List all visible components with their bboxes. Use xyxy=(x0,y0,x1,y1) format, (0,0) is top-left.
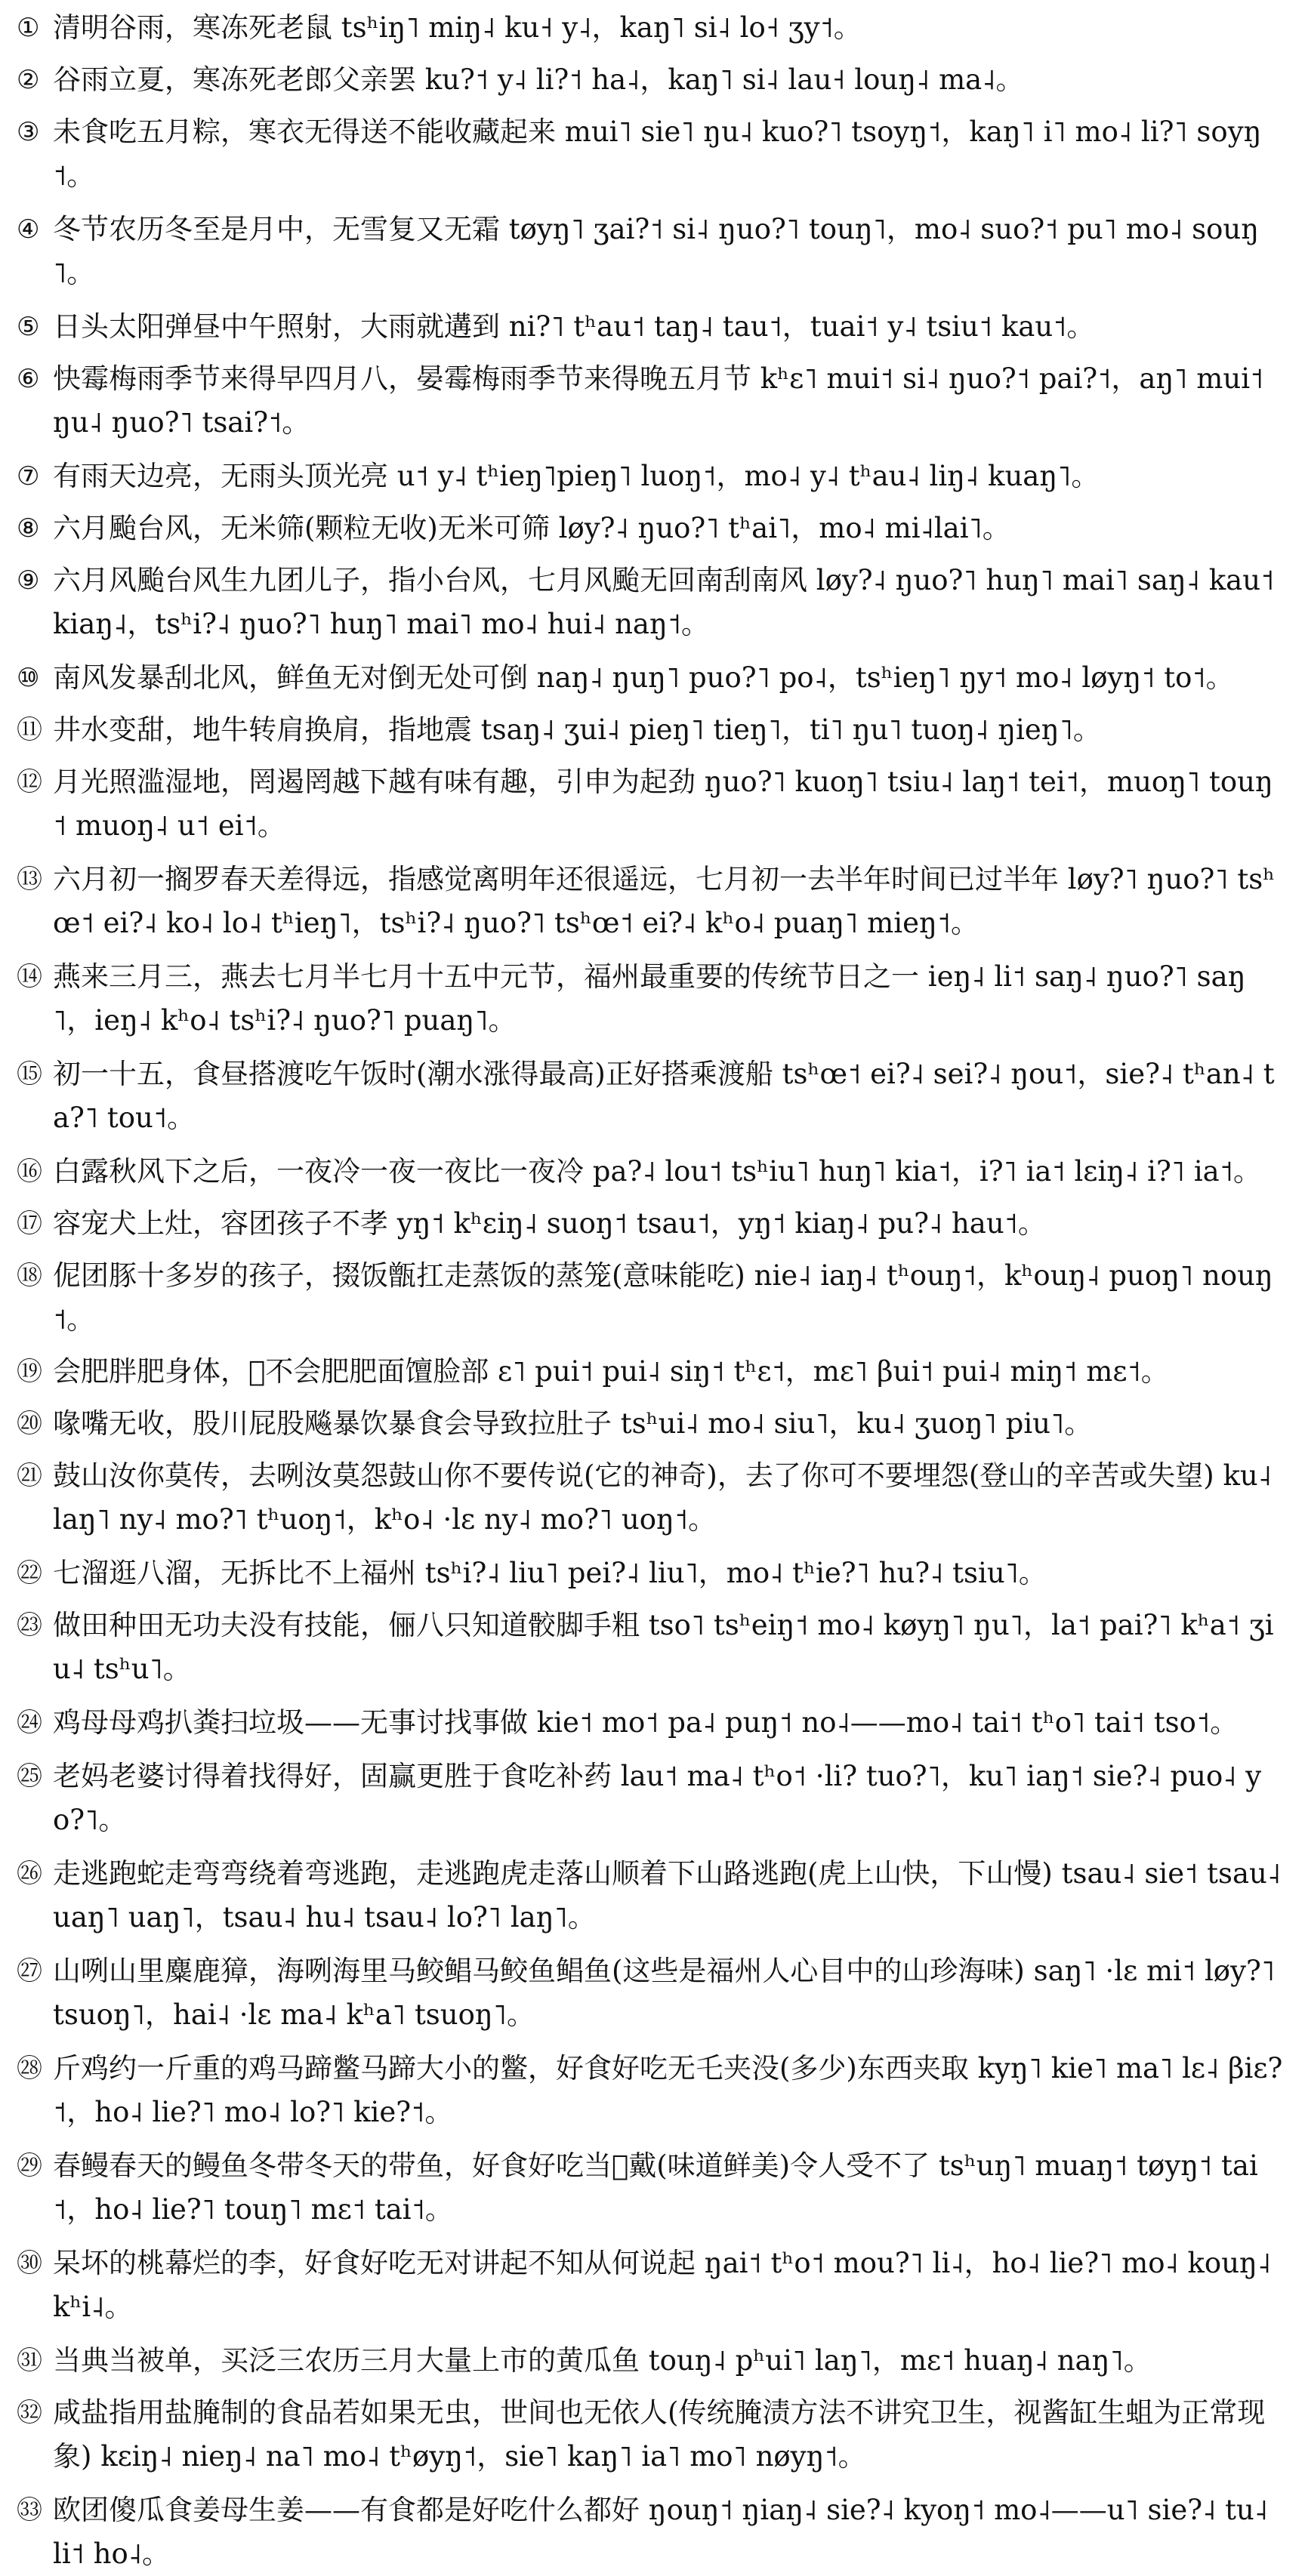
entry-text: 燕来三月三，燕去七月半七月十五中元节，福州最重要的传统节日之一 ieŋ˨ li˦ saŋ˨ ŋuo?˥ saŋ˥，ieŋ˨ kʰo˨ tsʰi?˨ ŋuo?˥ puaŋ˥。 xyxy=(53,960,1246,1037)
entry-text: 伲团豚十多岁的孩子，掇饭甑扛走蒸饭的蒸笼(意味能吃) nie˨ iaŋ˨ tʰouŋ˦，kʰouŋ˨ puoŋ˥ nouŋ˦。 xyxy=(53,1259,1273,1336)
entry-text: 未食吃五月粽，寒衣无得送不能收藏起来 mui˥ sie˥ ŋu˨ kuo?˥ tsoyŋ˦，kaŋ˥ i˥ mo˨ li?˥ soyŋ˦。 xyxy=(53,116,1262,192)
proverb-entry-11 xyxy=(17,708,1285,752)
proverb-entry-33 xyxy=(17,2488,1285,2576)
entry-text: 初一十五，食昼搭渡吃午饭时(潮水涨得最高)正好搭乘渡船 tsʰœ˦ ei?˨ sei?˨ ŋou˦，sie?˨ tʰan˨ ta?˥ tou˦。 xyxy=(53,1058,1275,1134)
entry-number: ⑯ xyxy=(17,1157,42,1187)
entry-number: ㉘ xyxy=(17,2054,42,2084)
entry-text: 冬节农历冬至是月中，无雪复又无霜 tøyŋ˥ ʒai?˦ si˨ ŋuo?˥ touŋ˥，mo˨ suo?˦ pu˥ mo˨ souŋ˥。 xyxy=(53,213,1260,289)
proverb-entry-23 xyxy=(17,1604,1285,1691)
entry-text: 快霉梅雨季节来得早四月八，晏霉梅雨季节来得晚五月节 kʰɛ˥ mui˦ si˨ ŋuo?˦ pai?˦，aŋ˥ mui˦ ŋu˨ ŋuo?˥ tsai?˦。 xyxy=(53,362,1264,439)
entry-text: 走逃跑蛇走弯弯绕着弯逃跑，走逃跑虎走落山顺着下山路逃跑(虎上山快，下山慢) tsau˨ sie˦ tsau˨ uaŋ˥ uaŋ˥，tsau˨ hu˨ tsau˨ lo?˥ laŋ˥。 xyxy=(53,1857,1282,1934)
proverb-entry-3 xyxy=(17,110,1285,198)
entry-text: 六月风颱台风生九团儿子，指小台风，七月风颱无回南刮南风 løy?˨ ŋuo?˥ huŋ˥ mai˥ saŋ˨ kau˦ kiaŋ˨，tsʰi?˨ ŋuo?˥ huŋ˥ mai˥ mo˨ hui˨ naŋ˦。 xyxy=(53,564,1275,640)
proverb-entry-18 xyxy=(17,1254,1285,1342)
proverb-entry-6 xyxy=(17,357,1285,445)
entry-text: 谷雨立夏，寒冻死老郎父亲罢 ku?˦ y˨ li?˦ ha˨，kaŋ˥ si˨ lau˧ louŋ˨ ma˨。 xyxy=(53,63,1024,96)
entry-number: ㉚ xyxy=(17,2248,42,2279)
entry-number: ⑫ xyxy=(17,767,42,797)
entry-text: 南风发暴刮北风，鲜鱼无对倒无处可倒 naŋ˨ ŋuŋ˥ puo?˥ po˨，tsʰieŋ˥ ŋy˦ mo˨ løyŋ˦ to˦。 xyxy=(53,661,1234,694)
entry-number: ㉙ xyxy=(17,2151,42,2181)
entry-number: ⑩ xyxy=(17,663,40,693)
entry-number: ⑲ xyxy=(17,1357,42,1387)
entry-text: 老妈老婆讨得着找得好，固赢更胜于食吃补药 lau˦ ma˨ tʰo˦ ·li? tuo?˥，ku˥ iaŋ˦ sie?˨ puo˨ yo?˥。 xyxy=(53,1760,1262,1836)
proverb-entry-13 xyxy=(17,858,1285,945)
entry-text: 当典当被单，买泛三农历三月大量上市的黄瓜鱼 touŋ˨ pʰui˥ laŋ˥，mɛ˦ huaŋ˨ naŋ˥。 xyxy=(53,2344,1152,2377)
entry-text: 井水变甜，地牛转肩换肩，指地震 tsaŋ˨ ʒui˨ pieŋ˥ tieŋ˥，ti˥ ŋu˥ tuoŋ˨ ŋieŋ˥。 xyxy=(53,713,1101,746)
entry-number: ㉛ xyxy=(17,2346,42,2376)
entry-text: 六月初一搁罗春天差得远，指感觉离明年还很遥远，七月初一去半年时间已过半年 løy?˥ ŋuo?˥ tsʰœ˦ ei?˨ ko˨ lo˨ tʰieŋ˥，tsʰi?˨ ŋuo?˥ tsʰœ˦ ei?˨ kʰo˨ puaŋ˥ mieŋ˦。 xyxy=(53,863,1276,939)
entry-text: 容宠犬上灶，容团孩子不孝 yŋ˦ kʰɛiŋ˨ suoŋ˦ tsau˦，yŋ˦ kiaŋ˨ pu?˨ hau˦。 xyxy=(53,1207,1046,1240)
entry-number: ㉝ xyxy=(17,2495,42,2525)
proverb-entry-21 xyxy=(17,1454,1285,1542)
proverb-entry-27 xyxy=(17,1949,1285,2037)
entry-text: 斤鸡约一斤重的鸡马蹄鳖马蹄大小的鳖，好食好吃无乇夹没(多少)东西夹取 kyŋ˥ kie˥ ma˥ lɛ˨ βiɛ?˦，ho˨ lie?˥ mo˨ lo?˥ kie?˦。 xyxy=(53,2052,1283,2128)
proverb-entry-22 xyxy=(17,1551,1285,1595)
proverb-entry-29 xyxy=(17,2144,1285,2232)
entry-number: ⑮ xyxy=(17,1059,42,1089)
entry-number: ㉖ xyxy=(17,1859,42,1889)
entry-text: 六月颱台风，无米筛(颗粒无收)无米可筛 løy?˨ ŋuo?˥ tʰai˥，mo˨ mi˨lai˥。 xyxy=(53,512,1010,544)
entry-text: 鼓山汝你莫传，去咧汝莫怨鼓山你不要传说(它的神奇)，去了你可不要埋怨(登山的辛苦或失望) ku˨ laŋ˥ ny˨ mo?˥ tʰuoŋ˦，kʰo˨ ·lɛ ny˨ mo?˥ uoŋ˦。 xyxy=(53,1459,1272,1536)
entry-text: 做田种田无功夫没有技能，俪八只知道骹脚手粗 tso˥ tsʰeiŋ˦ mo˨ køyŋ˥ ŋu˥，la˦ pai?˥ kʰa˦ ʒiu˨ tsʰu˥。 xyxy=(53,1609,1274,1685)
proverb-entry-2 xyxy=(17,58,1285,102)
entry-text: 呆坏的桃幕烂的李，好食好吃无对讲起不知从何说起 ŋai˦ tʰo˦ mou?˥ li˨，ho˨ lie?˥ mo˨ kouŋ˨ kʰi˨。 xyxy=(53,2247,1272,2323)
proverb-entry-5 xyxy=(17,305,1285,349)
entry-number: ㉓ xyxy=(17,1610,42,1641)
proverb-entry-15 xyxy=(17,1052,1285,1140)
proverb-entry-1 xyxy=(17,6,1285,50)
entry-number: ㉜ xyxy=(17,2398,42,2428)
entry-text: 有雨天边亮，无雨头顶光亮 u˦ y˨ tʰieŋ˥pieŋ˥ luoŋ˦，mo˨ y˨ tʰau˨ liŋ˨ kuaŋ˥。 xyxy=(53,460,1100,492)
entry-number: ㉗ xyxy=(17,1956,42,1986)
entry-number: ⑰ xyxy=(17,1209,42,1239)
proverb-entry-10 xyxy=(17,656,1285,700)
proverb-entry-30 xyxy=(17,2242,1285,2329)
proverb-entry-20 xyxy=(17,1402,1285,1446)
entry-number: ① xyxy=(17,13,40,43)
entry-text: 春鳗春天的鳗鱼冬带冬天的带鱼，好食好吃当𫉀戴(味道鲜美)令人受不了 tsʰuŋ˥ muaŋ˦ tøyŋ˦ tai˦，ho˨ lie?˥ touŋ˥ mɛ˦ tai˦。 xyxy=(53,2149,1258,2226)
proverb-entry-24 xyxy=(17,1701,1285,1745)
entry-number: ⑥ xyxy=(17,364,40,394)
proverb-entry-31 xyxy=(17,2339,1285,2383)
proverb-entry-25 xyxy=(17,1755,1285,1842)
entry-number: ⑳ xyxy=(17,1409,42,1439)
entry-number: ② xyxy=(17,65,40,95)
proverb-entry-7 xyxy=(17,454,1285,498)
entry-text: 月光照滥湿地，罔遏罔越下越有味有趣，引申为起劲 ŋuo?˥ kuoŋ˥ tsiu˨ laŋ˦ tei˦，muoŋ˥ touŋ˦ muoŋ˨ u˦ ei˦。 xyxy=(53,766,1273,842)
proverb-entry-26 xyxy=(17,1852,1285,1940)
proverb-entry-28 xyxy=(17,2047,1285,2134)
proverb-entry-32 xyxy=(17,2391,1285,2479)
entry-number: ⑱ xyxy=(17,1261,42,1291)
entry-number: ⑤ xyxy=(17,312,40,342)
entry-number: ⑬ xyxy=(17,864,42,895)
proverb-entry-14 xyxy=(17,955,1285,1043)
proverb-entry-17 xyxy=(17,1202,1285,1246)
proverb-entry-19 xyxy=(17,1350,1285,1394)
entry-text: 喙嘴无收，股川屁股飚暴饮暴食会导致拉肚子 tsʰui˨ mo˨ siu˥，ku˨ ʒuoŋ˥ piu˥。 xyxy=(53,1407,1093,1440)
entry-number: ⑭ xyxy=(17,962,42,992)
entry-number: ③ xyxy=(17,117,40,147)
entry-text: 会肥胖肥身体，𫉀不会肥肥面𫗴脸部 ɛ˥ pui˦ pui˨ siŋ˦ tʰɛ˦，mɛ˥ βui˦ pui˨ miŋ˦ mɛ˦。 xyxy=(53,1355,1169,1388)
entry-number: ㉒ xyxy=(17,1558,42,1588)
entry-text: 清明谷雨，寒冻死老鼠 tsʰiŋ˥ miŋ˨ ku˧ y˨，kaŋ˥ si˨ lo˧ ʒy˦。 xyxy=(53,11,862,44)
entry-text: 白露秋风下之后，一夜冷一夜一夜比一夜冷 pa?˨ lou˦ tsʰiu˥ huŋ˥ kia˦，i?˥ ia˦ lɛiŋ˨ i?˥ ia˦。 xyxy=(53,1155,1261,1188)
entry-text: 山咧山里麋鹿獐，海咧海里马鲛鲳马鲛鱼鲳鱼(这些是福州人心目中的山珍海味) saŋ˥ ·lɛ mi˦ løy?˥ tsuoŋ˥，hai˨ ·lɛ ma˨ kʰa˥ tsuoŋ˥。 xyxy=(53,1955,1276,2031)
entry-number: ㉔ xyxy=(17,1708,42,1738)
entry-number: ㉕ xyxy=(17,1761,42,1792)
entry-number: ㉑ xyxy=(17,1461,42,1491)
entry-text: 日头太阳弹昼中午照射，大雨就遘到 ni?˥ tʰau˦ taŋ˨ tau˦，tuai˦ y˨ tsiu˦ kau˦。 xyxy=(53,310,1095,343)
entry-number: ⑦ xyxy=(17,461,40,491)
entry-text: 七溜逛八溜，无拆比不上福州 tsʰi?˨ liu˥ pei?˨ liu˥，mo˨ tʰie?˥ hu?˨ tsiu˥。 xyxy=(53,1557,1047,1589)
proverb-entry-9 xyxy=(17,559,1285,646)
entry-number: ④ xyxy=(17,214,40,245)
entry-number: ⑪ xyxy=(17,715,42,745)
entry-text: 欧团傻瓜食姜母生姜——有食都是好吃什么都好 ŋouŋ˦ ŋiaŋ˨ sie?˨ kyoŋ˦ mo˨——u˥ sie?˨ tu˨ li˦ ho˨。 xyxy=(53,2494,1269,2570)
entry-text: 鸡母母鸡扒粪扫垃圾——无事讨找事做 kie˦ mo˦ pa˨ puŋ˦ no˨——mo˨ tai˦ tʰo˥ tai˦ tso˦。 xyxy=(53,1706,1239,1739)
proverb-entry-4 xyxy=(17,208,1285,295)
proverb-entry-16 xyxy=(17,1150,1285,1194)
proverb-entry-8 xyxy=(17,507,1285,550)
entry-text: 咸盐指用盐腌制的食品若如果无虫，世间也无依人(传统腌渍方法不讲究卫生，视酱缸生蛆为正常现象) kɛiŋ˨ nieŋ˨ na˥ mo˨ tʰøyŋ˦，sie˥ kaŋ˥ ia˥ mo˥ nøyŋ˦。 xyxy=(53,2396,1266,2473)
proverb-entry-12 xyxy=(17,760,1285,848)
entry-number: ⑨ xyxy=(17,565,40,596)
entry-number: ⑧ xyxy=(17,513,40,544)
